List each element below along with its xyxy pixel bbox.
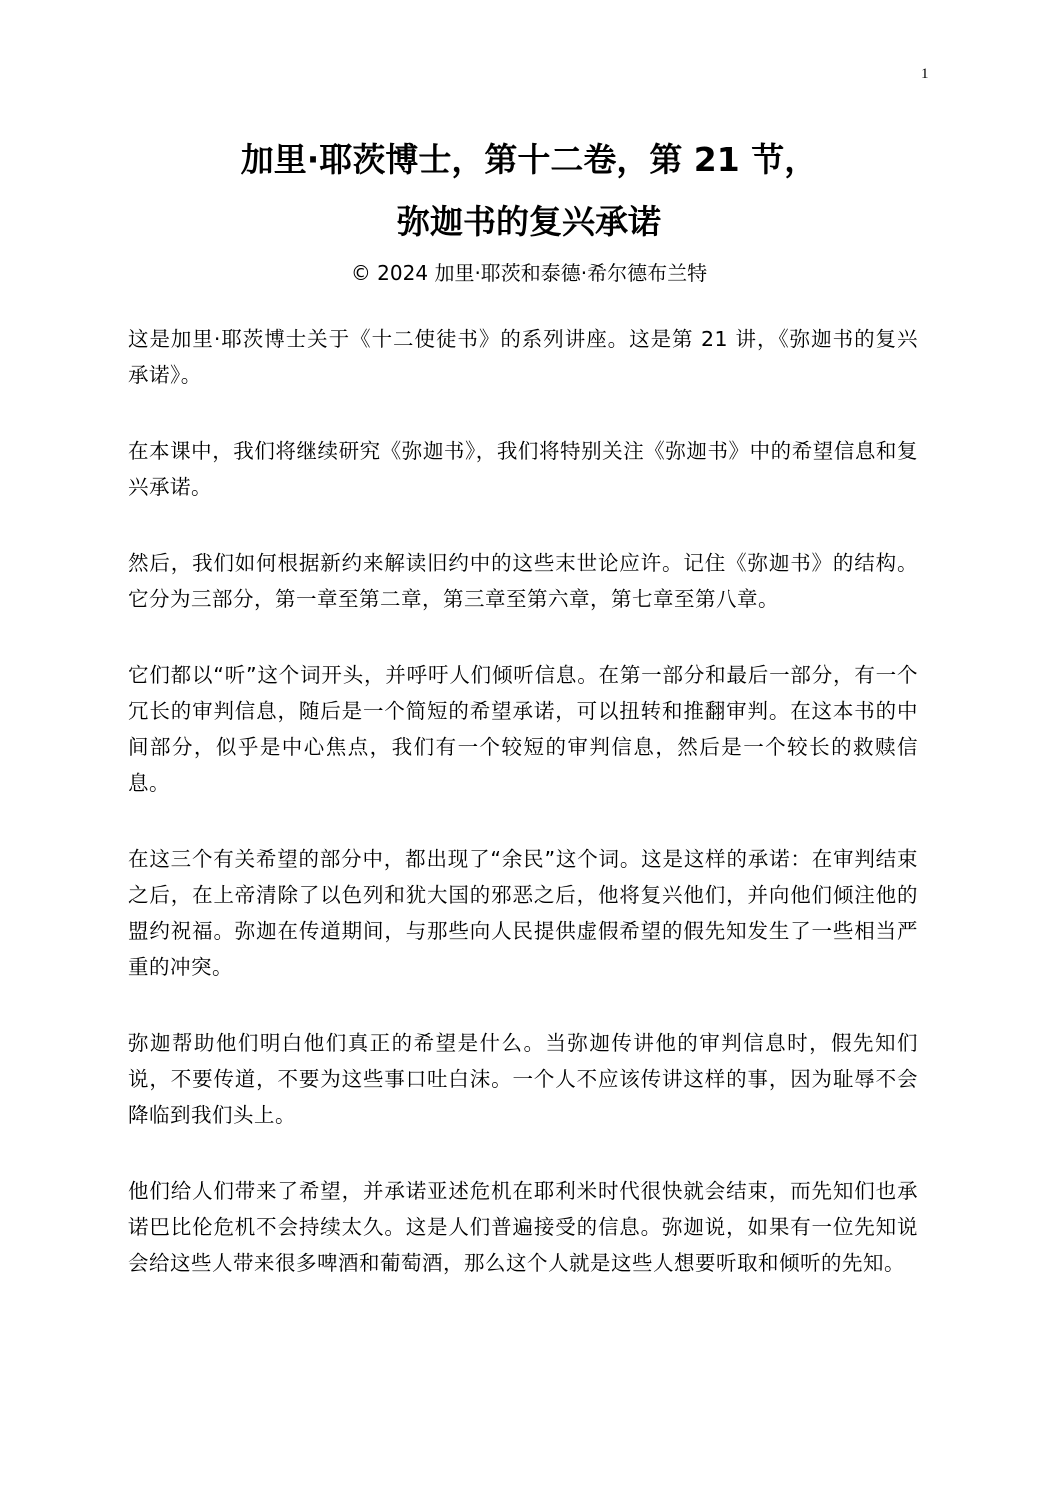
paragraph-3: 然后，我们如何根据新约来解读旧约中的这些末世论应许。记住《弥迦书》的结构。它分为三部分，第一章至第二章，第三章至第六章，第七章至第八章。	[128, 551, 918, 611]
document-body	[128, 321, 918, 1321]
paragraph-1: 这是加里·耶茨博士关于《十二使徒书》的系列讲座。这是第 21 讲，《弥迦书的复兴承诺》。	[128, 327, 918, 387]
paragraph-5: 在这三个有关希望的部分中，都出现了“余民”这个词。这是这样的承诺：在审判结束之后，在上帝清除了以色列和犹大国的邪恶之后，他将复兴他们，并向他们倾注他的盟约祝福。弥迦在传道期间，与那些向人民提供虚假希望的假先知发生了一些相当严重的冲突。	[128, 847, 918, 979]
document-title-line-2: 弥迦书的复兴承诺	[397, 202, 661, 241]
paragraph-7: 他们给人们带来了希望，并承诺亚述危机在耶利米时代很快就会结束，而先知们也承诺巴比伦危机不会持续太久。这是人们普遍接受的信息。弥迦说，如果有一位先知说会给这些人带来很多啤酒和葡萄酒，那么这个人就是这些人想要听取和倾听的先知。	[128, 1179, 918, 1275]
copyright-notice: © 2024 加里·耶茨和泰德·希尔德布兰特	[350, 261, 708, 285]
page-number: 1	[921, 66, 929, 82]
document-title-line-1: 加里·耶茨博士，第十二卷，第 21 节，	[240, 140, 818, 179]
paragraph-4: 它们都以“听”这个词开头，并呼吁人们倾听信息。在第一部分和最后一部分，有一个冗长的审判信息，随后是一个简短的希望承诺，可以扭转和推翻审判。在这本书的中间部分，似乎是中心焦点，我们有一个较短的审判信息，然后是一个较长的救赎信息。	[128, 663, 918, 795]
paragraph-6: 弥迦帮助他们明白他们真正的希望是什么。当弥迦传讲他的审判信息时，假先知们说，不要传道，不要为这些事口吐白沫。一个人不应该传讲这样的事，因为耻辱不会降临到我们头上。	[128, 1031, 918, 1127]
paragraph-2: 在本课中，我们将继续研究《弥迦书》，我们将特别关注《弥迦书》中的希望信息和复兴承诺。	[128, 439, 918, 499]
